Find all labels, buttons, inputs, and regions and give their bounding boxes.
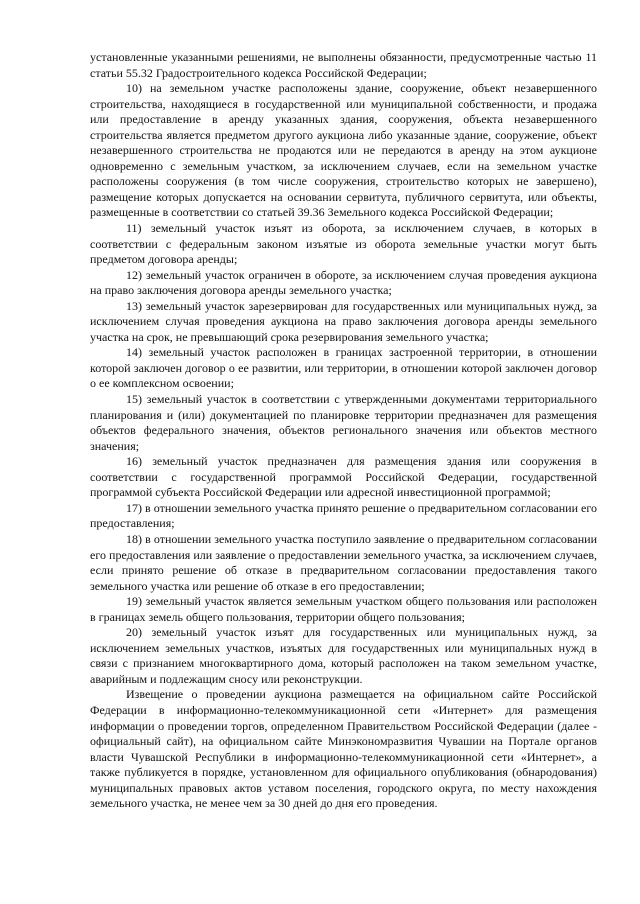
paragraph-item-13: 13) земельный участок зарезервирован для государственных или муниципальных нужд, за исключением случая проведения аукциона на право заключения договора аренды земельного участка на срок, не превышающий срока резервирования земельного участка; [90,298,597,344]
paragraph-item-20: 20) земельный участок изъят для государственных или муниципальных нужд, за исключением земельных участков, изъятых для государственных или муниципальных нужд в связи с признанием многоквартирного дома, который расположен на таком земельном участке, аварийным и подлежащим сносу или реконструкции. [90,625,597,686]
paragraph-item-18: 18) в отношении земельного участка поступило заявление о предварительном согласовании его предоставления или заявление о предоставлении земельного участка, за исключением случаев, если принято решение об отказе в предварительном согласовании предоставления такого земельного участка или решение об отказе в его предоставлении; [90,531,597,593]
paragraph-item-19: 19) земельный участок является земельным участком общего пользования или расположен в границах земель общего пользования, территории общего пользования; [90,594,597,624]
paragraph-item-10: 10) на земельном участке расположены здание, сооружение, объект незавершенного строительства, находящиеся в государственной или муниципальной собственности, и продажа или предоставление в аренду указанных здания, сооружения, объекта незавершенного строительства является предметом другого аукциона либо указанные здание, сооружение, объект незавершенного строительства не продаются или не передаются в аренду на этом аукционе одновременно с земельным участком, за исключением случаев, если на земельном участке расположены сооружения (в том числе сооружения, строительство которых не завершено), размещение которых допускается на основании сервитута, публичного сервитута, или объекты, размещенные в соответствии со статьей 39.36 Земельного кодекса Российской Федерации; [90,81,597,220]
paragraph-item-15: 15) земельный участок в соответствии с утвержденными документами территориального планирования и (или) документацией по планировке территории предназначен для размещения объектов федерального значения, объектов регионального значения или объектов местного значения; [90,392,597,453]
paragraph-item-12: 12) земельный участок ограничен в обороте, за исключением случая проведения аукциона на право заключения договора аренды земельного участка; [90,267,597,298]
paragraph-item-14: 14) земельный участок расположен в границах застроенной территории, в отношении которой заключен договор о ее развитии, или территории, в отношении которой заключен договор о ее комплексном освоении; [90,345,597,391]
paragraph-item-17: 17) в отношении земельного участка принято решение о предварительном согласовании его предоставления; [90,500,597,531]
paragraph-item-16: 16) земельный участок предназначен для размещения здания или сооружения в соответствии с государственной программой Российской Федерации, государственной программой субъекта Российской Федерации или адресной инвестиционной программой; [90,454,597,500]
paragraph-notice: Извещение о проведении аукциона размещается на официальном сайте Российской Федерации в информационно-телекоммуникационной сети «Интернет» для размещения информации о проведении торгов, определенном Правительством Российской Федерации (далее - официальный сайт), на официальном сайте Минэкономразвития Чувашии на Портале органов власти Чувашской Республики в информационно-телекоммуникационной сети «Интернет», а также публикуется в порядке, установленном для официального опубликования (обнародования) муниципальных правовых актов уставом поселения, городского округа, по месту нахождения земельного участка, не менее чем за 30 дней до дня его проведения. [90,687,597,811]
paragraph-item-11: 11) земельный участок изъят из оборота, за исключением случаев, в которых в соответствии с федеральным законом изъятые из оборота земельные участки могут быть предметом договора аренды; [90,221,597,267]
paragraph-continuation: установленные указанными решениями, не выполнены обязанности, предусмотренные частью 11 статьи 55.32 Градостроительного кодекса Российской Федерации; [90,50,597,80]
document-page [90,50,597,812]
